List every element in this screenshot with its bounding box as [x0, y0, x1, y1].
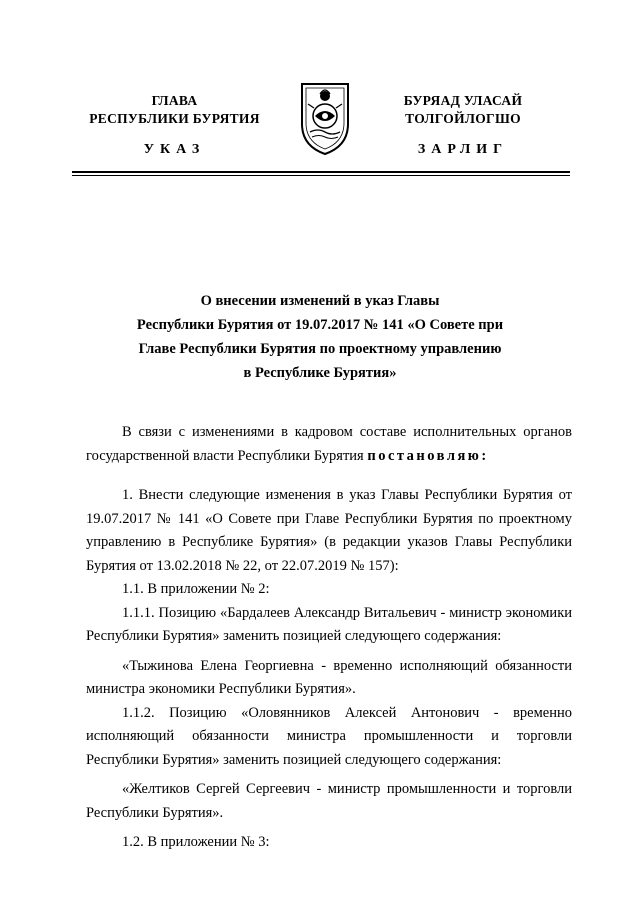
document-kind-ru: УКАЗ [143, 142, 206, 157]
item-1-1-1: 1.1.1. Позицию «Бардалеев Александр Витальевич - министр экономики Республики Бурятия» заменить позицией следующего содержания: [86, 604, 572, 644]
item-1-1-1-replacement: «Тыжинова Елена Георгиевна - временно исполняющий обязанности министра экономики Республики Бурятия». [86, 657, 572, 697]
item-1-1-2: 1.1.2. Позицию «Оловянников Алексей Антонович - временно исполняющий обязанности министра промышленности и торговли Республики Бурятия» заменить позицией следующего содержания: [86, 704, 572, 768]
title-line-3: Главе Республики Бурятия по проектному управлению [138, 341, 502, 357]
title-line-2: Республики Бурятия от 19.07.2017 № 141 «О Совете при [136, 317, 504, 333]
header-right [358, 92, 568, 128]
item-1-1: 1.1. В приложении № 2: [122, 581, 270, 597]
header-right-line1: БУРЯАД УЛАСАЙ [403, 93, 523, 108]
header-left-line2: РЕСПУБЛИКИ БУРЯТИЯ [89, 111, 260, 126]
header-divider-thin [72, 175, 570, 176]
header-divider [72, 171, 570, 173]
header-right-line2: ТОЛГОЙЛОГШО [405, 111, 521, 126]
decree-word: постановляю: [367, 447, 489, 464]
item-1-1-2-replacement: «Желтиков Сергей Сергеевич - министр промышленности и торговли Республики Бурятия». [86, 781, 572, 821]
decree-title [90, 289, 550, 385]
item-1: 1. Внести следующие изменения в указ Главы Республики Бурятия от 19.07.2017 № 141 «О Совете при Главе Республики Бурятия по проектному управлению в Республике Бурятия» (в редакции указов Главы Республики Бурятия от 13.02.2018 № 22, от 22.07.2019 № 157): [86, 487, 572, 574]
header-left-line1: ГЛАВА [151, 93, 198, 108]
title-line-1: О внесении изменений в указ Главы [200, 293, 440, 309]
title-line-4: в Республике Бурятия» [243, 365, 397, 381]
header-left [72, 92, 277, 128]
preamble-paragraph [86, 421, 572, 468]
document-kind-bua: ЗАРЛИГ [417, 142, 509, 157]
decree-body [86, 421, 572, 855]
preamble-text: В связи с изменениями в кадровом составе исполнительных органов государственной власти Республики Бурятия [86, 424, 572, 464]
coat-of-arms-icon [296, 76, 354, 156]
item-1-2: 1.2. В приложении № 3: [122, 834, 270, 850]
